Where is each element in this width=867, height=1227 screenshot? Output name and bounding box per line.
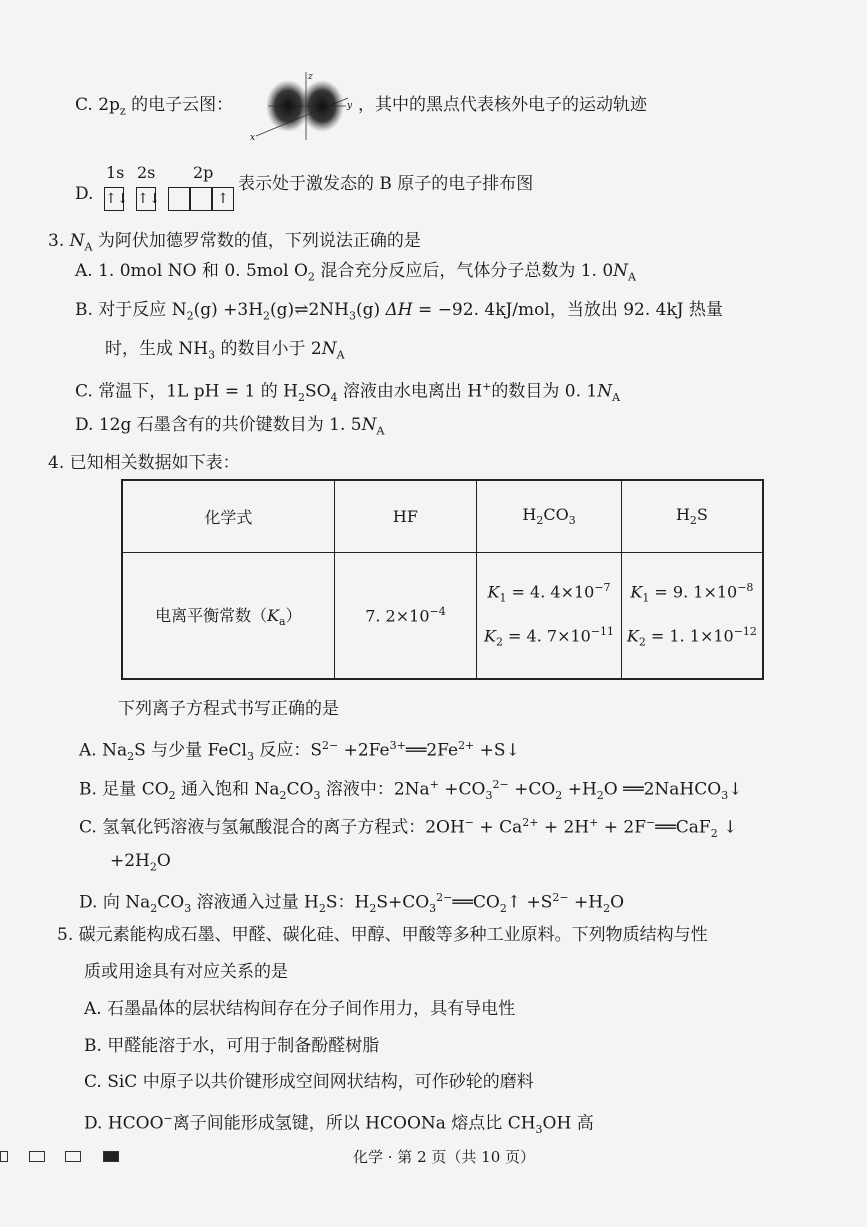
q2d-suffix: 表示处于激发态的 B 原子的电子排布图 — [238, 174, 534, 194]
axis-y-label: y — [347, 101, 353, 111]
page-footer: 化学 · 第 2 页（共 10 页） — [353, 1148, 536, 1166]
q3-stem: 3. $N_A$ 为阿伏加德罗常数的值，下列说法正确的是 — [48, 231, 421, 254]
orbital-box-2p-2 — [190, 187, 212, 211]
q3-option-c: C. 常温下，1L pH = 1 的 $H_2SO_4$ 溶液由水电离出 H+的数目为 0. $1N_A$ — [75, 380, 621, 405]
q2c-prefix: C. 2p — [75, 95, 120, 115]
footer-mark-2 — [29, 1151, 45, 1162]
cloud-lobe-right — [300, 80, 344, 132]
ionization-constant-table — [121, 479, 764, 680]
electron-cloud-figure — [248, 70, 354, 142]
q3-option-d: D. 12g 石墨含有的共价键数目为 1. $5N_A$ — [75, 415, 385, 438]
q2c-mid: 的电子云图： — [125, 95, 234, 115]
equilibrium-arrow: ⇌ — [294, 300, 309, 320]
header-h2s: $H_2S$ — [621, 480, 763, 552]
q4-option-a: A. $Na_2S$ 与少量 FeCl$_3$ 反应：$S^{2-}$ $+2Fe^{3+}══2Fe^{2+}$ +S↓ — [79, 739, 520, 764]
q3-option-b-line1: B. 对于反应 $N_2(g)$ $+3H_2(g)\rightleftharpoons 2NH_3(g) \Delta H = -92$. 4kJ/mol，当放出 92. 4kJ 热量 — [75, 300, 724, 323]
orbital-label-2s: 2s — [137, 163, 156, 182]
q4-sub-stem: 下列离子方程式书写正确的是 — [118, 699, 339, 719]
q5-option-a: A. 石墨晶体的层状结构间存在分子间作用力，具有导电性 — [84, 999, 516, 1019]
row-label-ka: 电离平衡常数$(K_a)$ — [122, 552, 334, 679]
q3-option-b-line2: 时，生成 $NH_3$ 的数目小于 $2N_A$ — [105, 339, 345, 362]
q2c-suffix: ，其中的黑点代表核外电子的运动轨迹 — [358, 95, 647, 115]
q2c-sub: z — [119, 104, 126, 118]
q4-option-c-line1: C. 氢氧化钙溶液与氢氟酸混合的离子方程式：$2OH^- + Ca^{2+} + 2H^+$ + 2F−══CaF$_2$ ↓ — [79, 816, 738, 841]
q5-option-d: D. HCOO−离子间能形成氢键，所以 HCOONa 熔点比 $CH_3OH$ 高 — [84, 1112, 594, 1137]
orbital-box-2s: ↑↓ — [136, 187, 156, 211]
axis-z-label: z — [308, 72, 313, 82]
header-h2co3: $H_2CO_3$ — [477, 480, 622, 552]
header-formula: 化学式 — [122, 480, 334, 552]
footer-mark-3 — [65, 1151, 81, 1162]
q5-option-b: B. 甲醛能溶于水，可用于制备酚醛树脂 — [84, 1036, 380, 1056]
table-row-ka — [122, 552, 763, 679]
orbital-box-2p-3: ↑ — [212, 187, 234, 211]
q5-option-c: C. SiC 中原子以共价键形成空间网状结构，可作砂轮的磨料 — [84, 1072, 534, 1092]
footer-mark-4 — [103, 1151, 119, 1162]
q3-option-a: A. 1. 0mol NO 和 0. 5mol $O_2$ 混合充分反应后，气体分子总数为 1. $0N_A$ — [75, 261, 636, 284]
q4-option-b: B. 足量 $CO_2$ 通入饱和 $Na_2CO_3$ 溶液中：$2Na^+ +CO_3^{2-} +CO_2 +H_2O$ ══2NaHCO$_3$↓ — [79, 778, 743, 803]
q2d-prefix: D. — [75, 184, 94, 204]
q5-stem-line2: 质或用途具有对应关系的是 — [84, 962, 288, 982]
q4-stem: 4. 已知相关数据如下表： — [48, 453, 240, 473]
cell-h2s-ka: $K_1 = 9$. $1\times 10^{-8}$ $K_2 = 1$. $1\times 10^{-12}$ — [621, 552, 763, 679]
cell-h2co3-ka: $K_1 = 4$. $4\times 10^{-7}$ $K_2 = 4$. $7\times 10^{-11}$ — [477, 552, 622, 679]
q2-option-c — [75, 92, 233, 124]
table-header-row — [122, 480, 763, 552]
orbital-label-2p: 2p — [193, 163, 214, 182]
q5-stem-line1: 5. 碳元素能构成石墨、甲醛、碳化硅、甲醇、甲酸等多种工业原料。下列物质结构与性 — [57, 925, 708, 945]
orbital-box-1s: ↑↓ — [104, 187, 124, 211]
orbital-box-2p-1 — [168, 187, 190, 211]
header-hf: HF — [334, 480, 477, 552]
q4-option-c-line2: $+2H_2O$ — [110, 851, 171, 874]
axis-x-label: x — [250, 133, 256, 142]
footer-mark-1 — [0, 1151, 8, 1162]
orbital-label-1s: 1s — [106, 163, 125, 182]
q4-option-d: D. 向 $Na_2CO_3$ 溶液通入过量 $H_2S$：$H_2S+CO_3^{2-}══CO_2↑ +S^{2-} +H_2O$ — [79, 891, 625, 916]
cell-hf-ka: 7. $2\times 10^{-4}$ — [334, 552, 477, 679]
